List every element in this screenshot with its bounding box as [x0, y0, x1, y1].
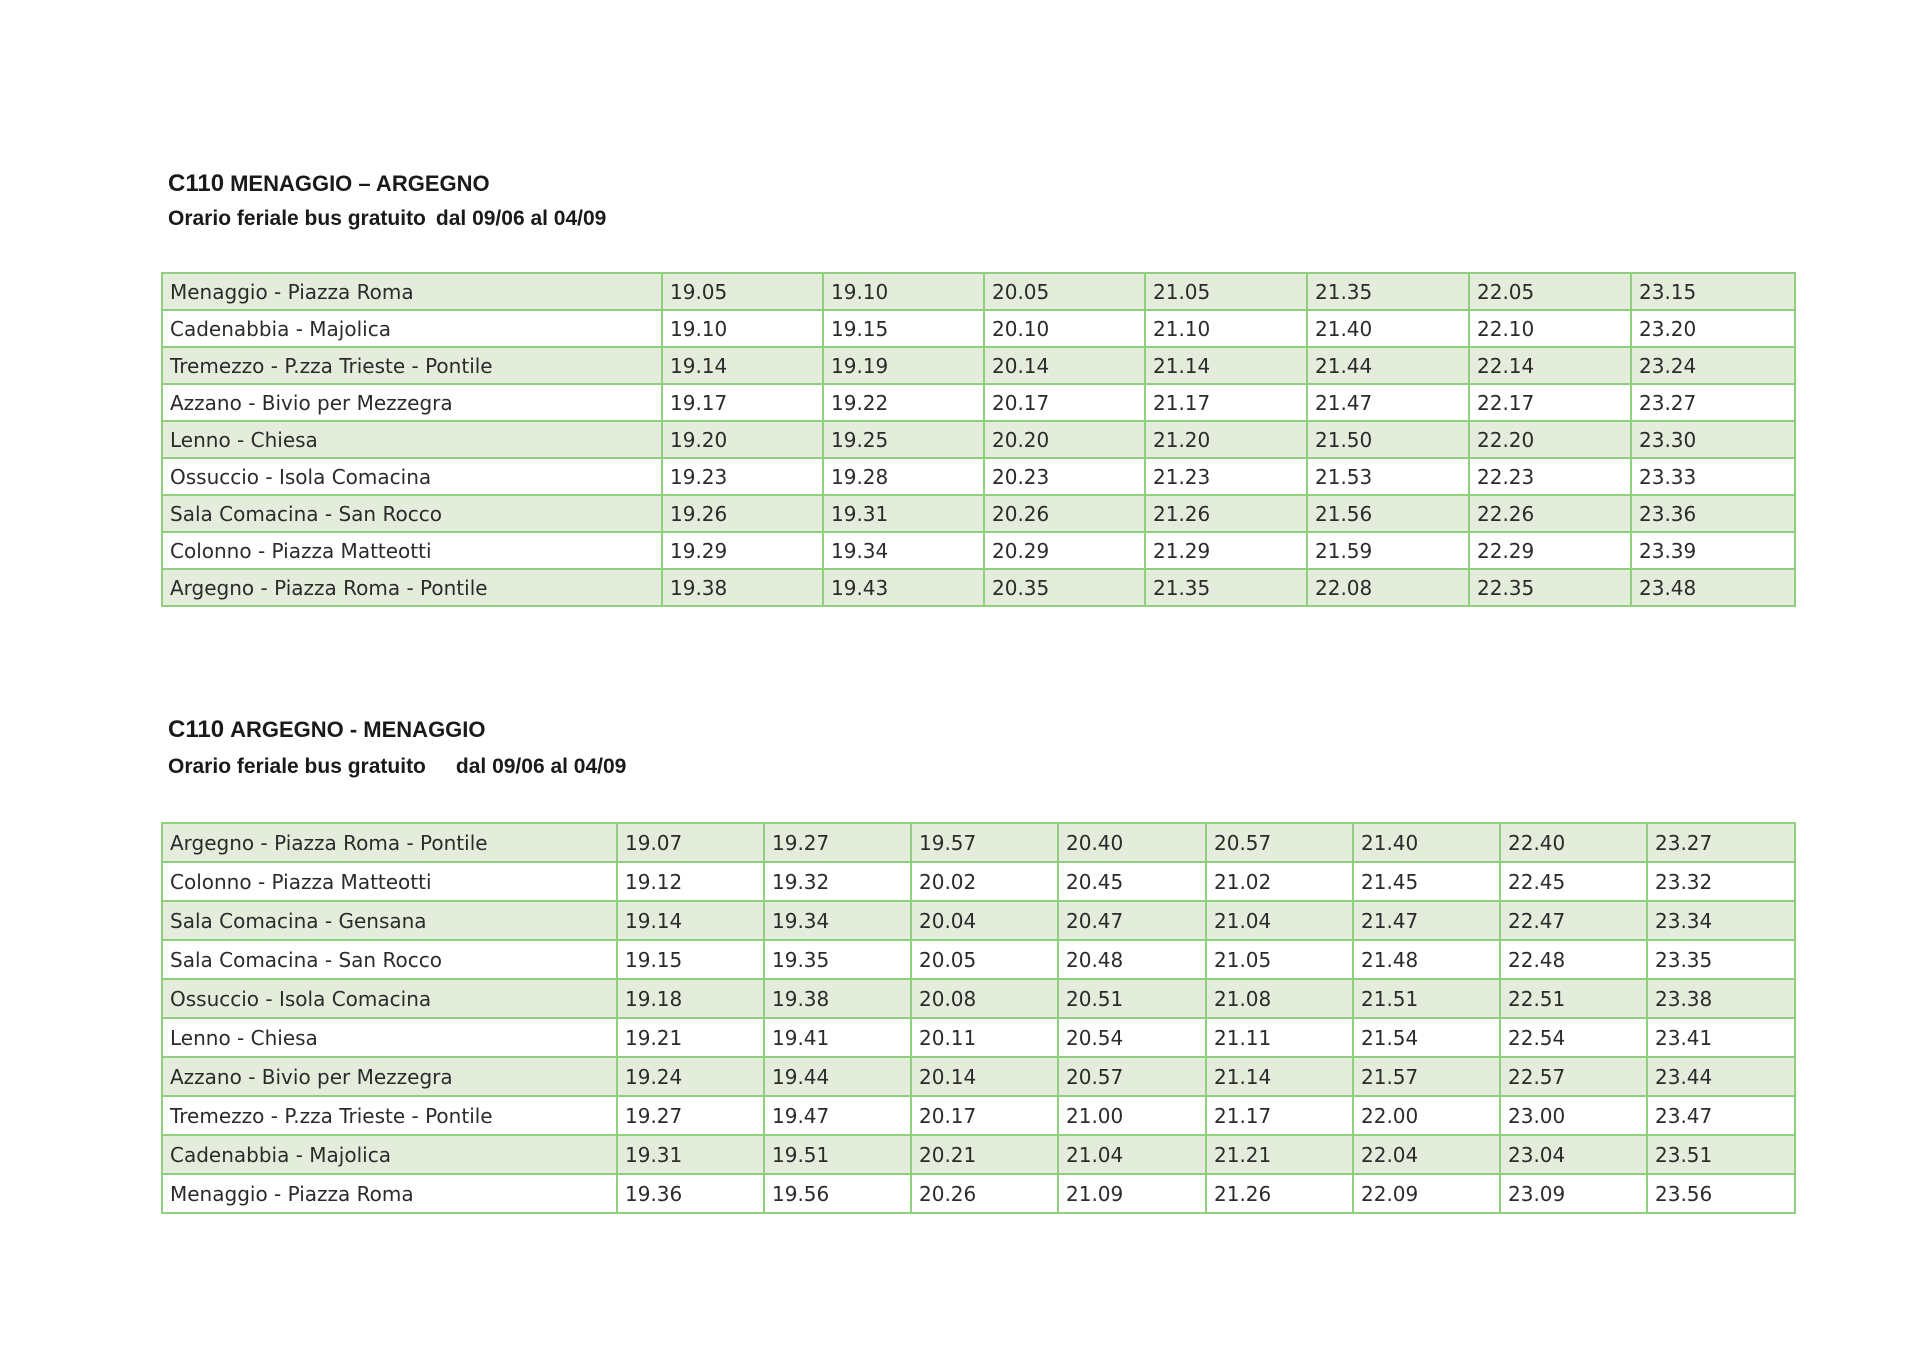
departure-time: 20.02 [911, 862, 1058, 901]
stop-name: Tremezzo - P.zza Trieste - Pontile [162, 347, 662, 384]
departure-time: 23.41 [1647, 1018, 1795, 1057]
departure-time: 19.18 [617, 979, 764, 1018]
table-row [162, 1096, 1795, 1135]
departure-time: 22.35 [1469, 569, 1631, 606]
timetable-body [162, 823, 1795, 1213]
departure-time: 21.10 [1145, 310, 1307, 347]
departure-time: 22.20 [1469, 421, 1631, 458]
departure-time: 21.45 [1353, 862, 1500, 901]
stop-name: Argegno - Piazza Roma - Pontile [162, 569, 662, 606]
departure-time: 22.14 [1469, 347, 1631, 384]
departure-time: 23.20 [1631, 310, 1795, 347]
route-name: MENAGGIO – ARGEGNO [230, 171, 490, 196]
departure-time: 21.20 [1145, 421, 1307, 458]
departure-time: 20.54 [1058, 1018, 1206, 1057]
departure-time: 22.40 [1500, 823, 1647, 862]
departure-time: 21.17 [1206, 1096, 1353, 1135]
timetable-inbound [161, 822, 1796, 1214]
schedule-period: dal 09/06 al 04/09 [455, 755, 627, 778]
departure-time: 21.08 [1206, 979, 1353, 1018]
table-row [162, 273, 1795, 310]
stop-name: Ossuccio - Isola Comacina [162, 979, 617, 1018]
stop-name: Menaggio - Piazza Roma [162, 1174, 617, 1213]
departure-time: 21.04 [1206, 901, 1353, 940]
departure-time: 22.08 [1307, 569, 1469, 606]
departure-time: 23.09 [1500, 1174, 1647, 1213]
table-row [162, 384, 1795, 421]
departure-time: 21.05 [1206, 940, 1353, 979]
departure-time: 21.14 [1145, 347, 1307, 384]
departure-time: 19.17 [662, 384, 823, 421]
departure-time: 20.51 [1058, 979, 1206, 1018]
departure-time: 21.26 [1206, 1174, 1353, 1213]
departure-time: 20.23 [984, 458, 1145, 495]
departure-time: 21.26 [1145, 495, 1307, 532]
departure-time: 19.24 [617, 1057, 764, 1096]
departure-time: 20.57 [1206, 823, 1353, 862]
stop-name: Ossuccio - Isola Comacina [162, 458, 662, 495]
departure-time: 21.35 [1307, 273, 1469, 310]
departure-time: 22.23 [1469, 458, 1631, 495]
stop-name: Argegno - Piazza Roma - Pontile [162, 823, 617, 862]
departure-time: 22.47 [1500, 901, 1647, 940]
departure-time: 19.10 [823, 273, 984, 310]
departure-time: 19.21 [617, 1018, 764, 1057]
departure-time: 19.23 [662, 458, 823, 495]
departure-time: 19.32 [764, 862, 911, 901]
stop-name: Sala Comacina - Gensana [162, 901, 617, 940]
departure-time: 22.48 [1500, 940, 1647, 979]
departure-time: 21.14 [1206, 1057, 1353, 1096]
departure-time: 22.29 [1469, 532, 1631, 569]
departure-time: 19.38 [662, 569, 823, 606]
departure-time: 21.09 [1058, 1174, 1206, 1213]
table-row [162, 823, 1795, 862]
departure-time: 20.08 [911, 979, 1058, 1018]
departure-time: 21.04 [1058, 1135, 1206, 1174]
departure-time: 21.05 [1145, 273, 1307, 310]
departure-time: 20.20 [984, 421, 1145, 458]
route-title [168, 170, 490, 198]
departure-time: 19.15 [617, 940, 764, 979]
departure-time: 23.04 [1500, 1135, 1647, 1174]
departure-time: 19.43 [823, 569, 984, 606]
departure-time: 23.30 [1631, 421, 1795, 458]
departure-time: 21.54 [1353, 1018, 1500, 1057]
departure-time: 21.35 [1145, 569, 1307, 606]
departure-time: 23.33 [1631, 458, 1795, 495]
route-name: ARGEGNO - MENAGGIO [230, 717, 486, 742]
departure-time: 20.05 [911, 940, 1058, 979]
departure-time: 21.50 [1307, 421, 1469, 458]
departure-time: 22.04 [1353, 1135, 1500, 1174]
stop-name: Sala Comacina - San Rocco [162, 495, 662, 532]
departure-time: 19.19 [823, 347, 984, 384]
departure-time: 20.04 [911, 901, 1058, 940]
stop-name: Cadenabbia - Majolica [162, 1135, 617, 1174]
stop-name: Cadenabbia - Majolica [162, 310, 662, 347]
departure-time: 22.26 [1469, 495, 1631, 532]
departure-time: 22.10 [1469, 310, 1631, 347]
schedule-label: Orario feriale bus gratuito [168, 755, 426, 778]
table-row [162, 1174, 1795, 1213]
departure-time: 23.44 [1647, 1057, 1795, 1096]
departure-time: 19.20 [662, 421, 823, 458]
table-row [162, 458, 1795, 495]
departure-time: 19.31 [617, 1135, 764, 1174]
departure-time: 20.48 [1058, 940, 1206, 979]
schedule-subtitle [168, 755, 626, 779]
departure-time: 20.14 [911, 1057, 1058, 1096]
departure-time: 21.47 [1307, 384, 1469, 421]
stop-name: Azzano - Bivio per Mezzegra [162, 384, 662, 421]
departure-time: 23.47 [1647, 1096, 1795, 1135]
departure-time: 20.47 [1058, 901, 1206, 940]
departure-time: 20.40 [1058, 823, 1206, 862]
departure-time: 22.05 [1469, 273, 1631, 310]
departure-time: 21.59 [1307, 532, 1469, 569]
departure-time: 20.29 [984, 532, 1145, 569]
departure-time: 19.57 [911, 823, 1058, 862]
departure-time: 21.40 [1307, 310, 1469, 347]
departure-time: 22.54 [1500, 1018, 1647, 1057]
table-row [162, 532, 1795, 569]
departure-time: 19.31 [823, 495, 984, 532]
departure-time: 22.57 [1500, 1057, 1647, 1096]
departure-time: 22.17 [1469, 384, 1631, 421]
departure-time: 21.23 [1145, 458, 1307, 495]
table-row [162, 569, 1795, 606]
table-row [162, 1057, 1795, 1096]
departure-time: 21.48 [1353, 940, 1500, 979]
departure-time: 20.17 [911, 1096, 1058, 1135]
departure-time: 23.38 [1647, 979, 1795, 1018]
departure-time: 23.51 [1647, 1135, 1795, 1174]
departure-time: 19.26 [662, 495, 823, 532]
departure-time: 21.17 [1145, 384, 1307, 421]
departure-time: 23.00 [1500, 1096, 1647, 1135]
table-row [162, 940, 1795, 979]
departure-time: 20.57 [1058, 1057, 1206, 1096]
schedule-label: Orario feriale bus gratuito [168, 207, 426, 230]
departure-time: 22.45 [1500, 862, 1647, 901]
departure-time: 19.34 [764, 901, 911, 940]
departure-time: 19.38 [764, 979, 911, 1018]
departure-time: 19.47 [764, 1096, 911, 1135]
timetable-outbound [161, 272, 1796, 607]
departure-time: 19.27 [764, 823, 911, 862]
departure-time: 19.05 [662, 273, 823, 310]
departure-time: 19.41 [764, 1018, 911, 1057]
departure-time: 20.35 [984, 569, 1145, 606]
departure-time: 19.22 [823, 384, 984, 421]
stop-name: Colonno - Piazza Matteotti [162, 532, 662, 569]
departure-time: 23.24 [1631, 347, 1795, 384]
schedule-period: dal 09/06 al 04/09 [435, 207, 607, 230]
departure-time: 20.26 [911, 1174, 1058, 1213]
stop-name: Lenno - Chiesa [162, 421, 662, 458]
departure-time: 19.15 [823, 310, 984, 347]
departure-time: 21.29 [1145, 532, 1307, 569]
stop-name: Azzano - Bivio per Mezzegra [162, 1057, 617, 1096]
departure-time: 20.17 [984, 384, 1145, 421]
departure-time: 21.11 [1206, 1018, 1353, 1057]
departure-time: 19.25 [823, 421, 984, 458]
departure-time: 21.51 [1353, 979, 1500, 1018]
departure-time: 20.45 [1058, 862, 1206, 901]
departure-time: 19.07 [617, 823, 764, 862]
table-row [162, 901, 1795, 940]
table-row [162, 1018, 1795, 1057]
departure-time: 19.14 [662, 347, 823, 384]
timetable-body [162, 273, 1795, 606]
departure-time: 21.40 [1353, 823, 1500, 862]
departure-time: 20.21 [911, 1135, 1058, 1174]
departure-time: 22.00 [1353, 1096, 1500, 1135]
departure-time: 22.51 [1500, 979, 1647, 1018]
departure-time: 21.02 [1206, 862, 1353, 901]
departure-time: 19.51 [764, 1135, 911, 1174]
table-row [162, 1135, 1795, 1174]
route-code: C110 [168, 716, 225, 743]
stop-name: Tremezzo - P.zza Trieste - Pontile [162, 1096, 617, 1135]
table-row [162, 347, 1795, 384]
route-code: C110 [168, 170, 225, 197]
departure-time: 21.21 [1206, 1135, 1353, 1174]
stop-name: Colonno - Piazza Matteotti [162, 862, 617, 901]
departure-time: 21.53 [1307, 458, 1469, 495]
stop-name: Sala Comacina - San Rocco [162, 940, 617, 979]
departure-time: 19.56 [764, 1174, 911, 1213]
departure-time: 20.05 [984, 273, 1145, 310]
departure-time: 19.44 [764, 1057, 911, 1096]
stop-name: Lenno - Chiesa [162, 1018, 617, 1057]
departure-time: 21.56 [1307, 495, 1469, 532]
departure-time: 23.35 [1647, 940, 1795, 979]
departure-time: 19.10 [662, 310, 823, 347]
departure-time: 19.14 [617, 901, 764, 940]
departure-time: 19.12 [617, 862, 764, 901]
departure-time: 23.27 [1631, 384, 1795, 421]
departure-time: 23.15 [1631, 273, 1795, 310]
departure-time: 23.56 [1647, 1174, 1795, 1213]
departure-time: 21.47 [1353, 901, 1500, 940]
departure-time: 23.39 [1631, 532, 1795, 569]
departure-time: 21.00 [1058, 1096, 1206, 1135]
departure-time: 23.27 [1647, 823, 1795, 862]
table-row [162, 310, 1795, 347]
departure-time: 19.29 [662, 532, 823, 569]
departure-time: 20.10 [984, 310, 1145, 347]
departure-time: 23.36 [1631, 495, 1795, 532]
departure-time: 19.28 [823, 458, 984, 495]
departure-time: 23.48 [1631, 569, 1795, 606]
table-row [162, 862, 1795, 901]
departure-time: 23.32 [1647, 862, 1795, 901]
table-row [162, 495, 1795, 532]
departure-time: 20.26 [984, 495, 1145, 532]
table-row [162, 979, 1795, 1018]
departure-time: 21.57 [1353, 1057, 1500, 1096]
departure-time: 19.34 [823, 532, 984, 569]
route-title [168, 716, 486, 744]
departure-time: 22.09 [1353, 1174, 1500, 1213]
departure-time: 21.44 [1307, 347, 1469, 384]
departure-time: 20.11 [911, 1018, 1058, 1057]
departure-time: 19.36 [617, 1174, 764, 1213]
table-row [162, 421, 1795, 458]
departure-time: 19.27 [617, 1096, 764, 1135]
schedule-subtitle [168, 207, 606, 231]
departure-time: 20.14 [984, 347, 1145, 384]
departure-time: 23.34 [1647, 901, 1795, 940]
stop-name: Menaggio - Piazza Roma [162, 273, 662, 310]
departure-time: 19.35 [764, 940, 911, 979]
